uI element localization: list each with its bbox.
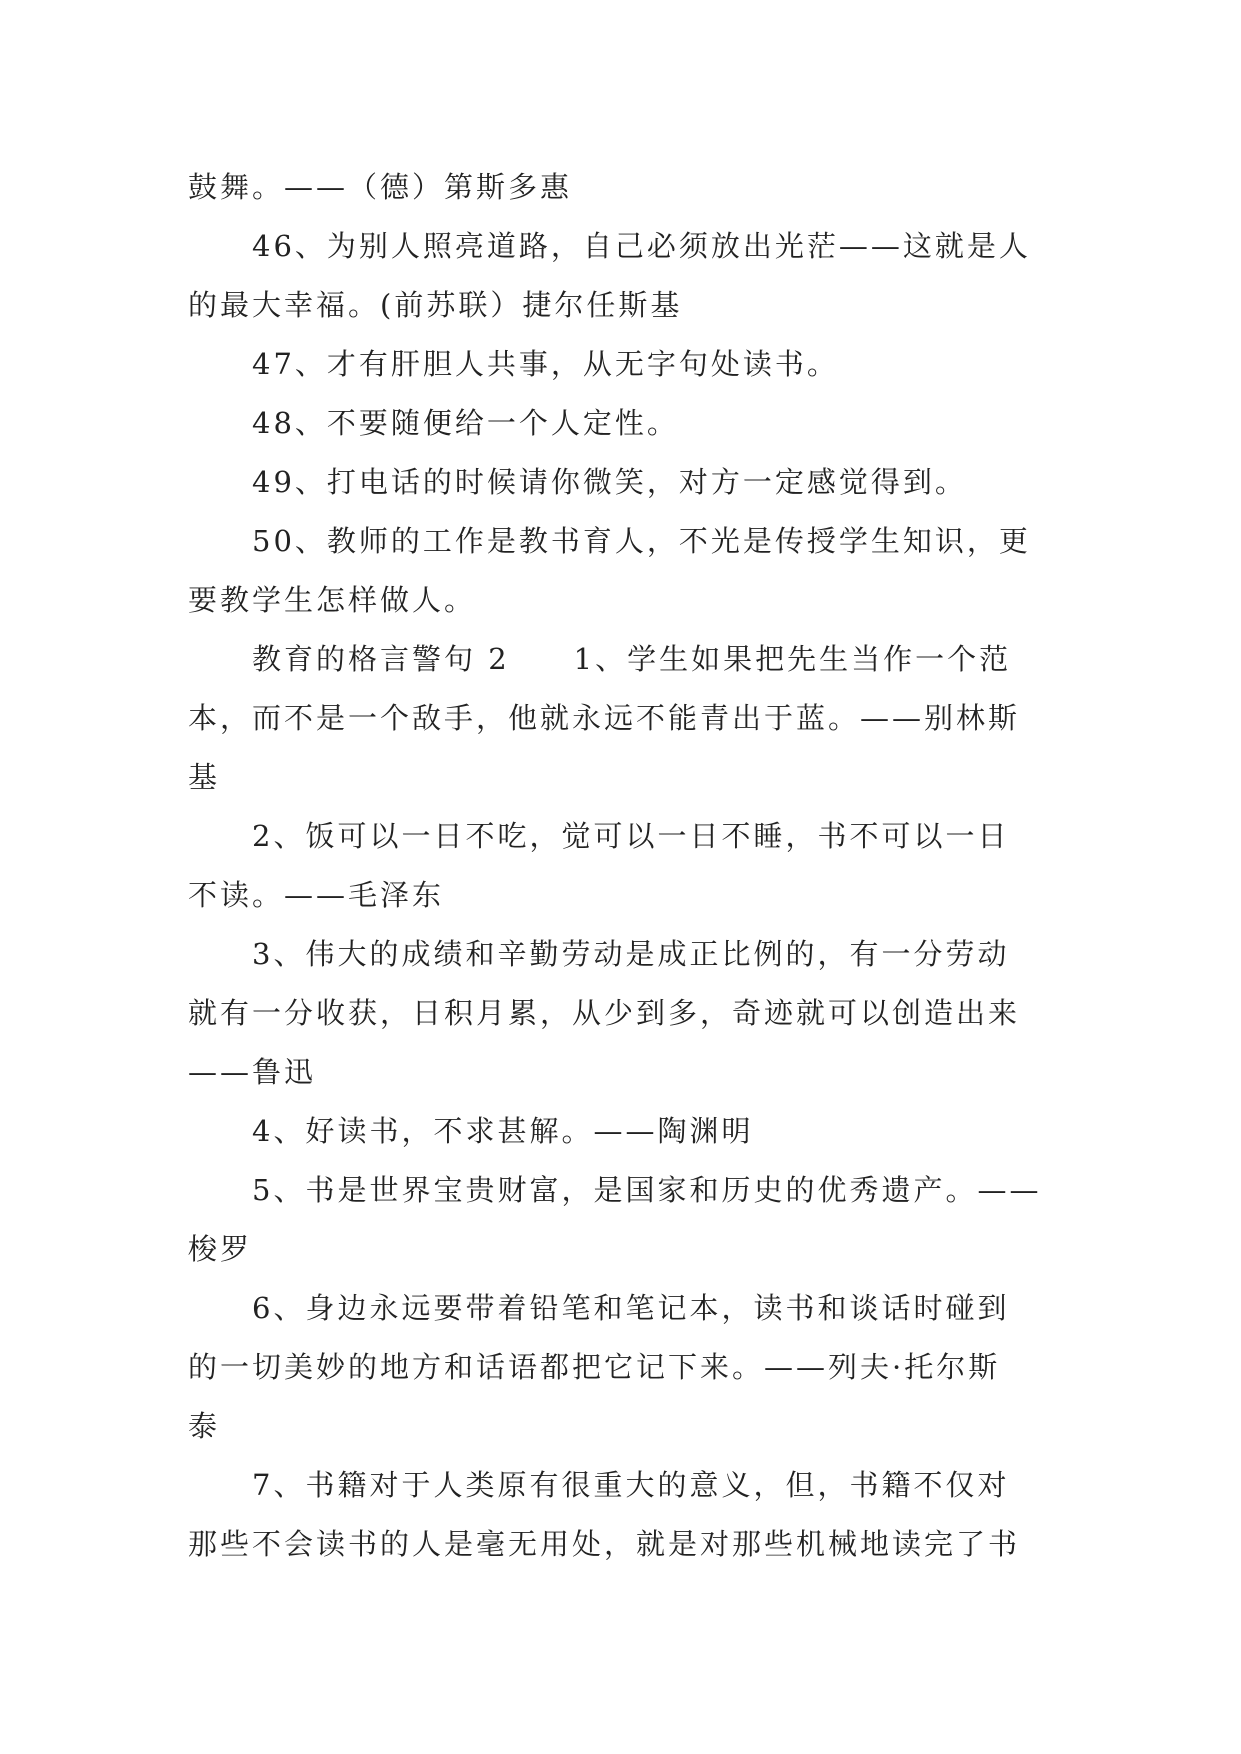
text-line: 4、好读书，不求甚解。——陶渊明 <box>252 1114 754 1148</box>
text-line: 要教学生怎样做人。 <box>188 583 477 617</box>
text-line: 的一切美妙的地方和话语都把它记下来。——列夫·托尔斯 <box>188 1350 1001 1384</box>
text-line: 本，而不是一个敌手，他就永远不能青出于蓝。——别林斯 <box>188 701 1021 735</box>
paragraph-quote-49 <box>188 453 1058 512</box>
document-body <box>188 158 1058 1574</box>
text-line: 就有一分收获，日积月累，从少到多，奇迹就可以创造出来 <box>188 996 1021 1030</box>
text-line: 不读。——毛泽东 <box>188 878 445 912</box>
paragraph-section-2-quote-7 <box>188 1456 1058 1574</box>
text-line: 梭罗 <box>188 1232 253 1266</box>
text-line: 6、身边永远要带着铅笔和笔记本，读书和谈话时碰到 <box>252 1291 1010 1325</box>
text-line: 2、饭可以一日不吃，觉可以一日不睡，书不可以一日 <box>252 819 1010 853</box>
text-line: 那些不会读书的人是毫无用处，就是对那些机械地读完了书 <box>188 1527 1021 1561</box>
text-line: 48、不要随便给一个人定性。 <box>252 406 679 440</box>
paragraph-section-2-quote-6 <box>188 1279 1058 1456</box>
text-line: 基 <box>188 760 221 794</box>
text-line: 49、打电话的时候请你微笑，对方一定感觉得到。 <box>252 465 967 499</box>
paragraph-section-2-quote-4 <box>188 1102 1058 1161</box>
paragraph-section-2-quote-2 <box>188 807 1058 925</box>
paragraph-section-2-quote-3 <box>188 925 1058 1102</box>
paragraph-quote-46 <box>188 217 1058 335</box>
text-line: ——鲁迅 <box>188 1055 317 1089</box>
paragraph-section-2-quote-1 <box>188 630 1058 807</box>
paragraph-quote-48 <box>188 394 1058 453</box>
text-line: 3、伟大的成绩和辛勤劳动是成正比例的，有一分劳动 <box>252 937 1010 971</box>
text-line: 50、教师的工作是教书育人，不光是传授学生知识，更 <box>252 524 1031 558</box>
text-line: 47、才有肝胆人共事，从无字句处读书。 <box>252 347 839 381</box>
paragraph-section-2-quote-5 <box>188 1161 1058 1279</box>
text-line: 教育的格言警句 2 1、学生如果把先生当作一个范 <box>252 642 1012 676</box>
text-line: 的最大幸福。(前苏联）捷尔任斯基 <box>188 288 683 322</box>
text-line: 5、书是世界宝贵财富，是国家和历史的优秀遗产。—— <box>252 1173 1042 1207</box>
text-line: 泰 <box>188 1409 221 1443</box>
text-line: 鼓舞。——（德）第斯多惠 <box>188 170 573 204</box>
text-line: 7、书籍对于人类原有很重大的意义，但，书籍不仅对 <box>252 1468 1010 1502</box>
paragraph-quote-continuation <box>188 158 1058 217</box>
text-line: 46、为别人照亮道路，自己必须放出光茫——这就是人 <box>252 229 1031 263</box>
paragraph-quote-50 <box>188 512 1058 630</box>
paragraph-quote-47 <box>188 335 1058 394</box>
